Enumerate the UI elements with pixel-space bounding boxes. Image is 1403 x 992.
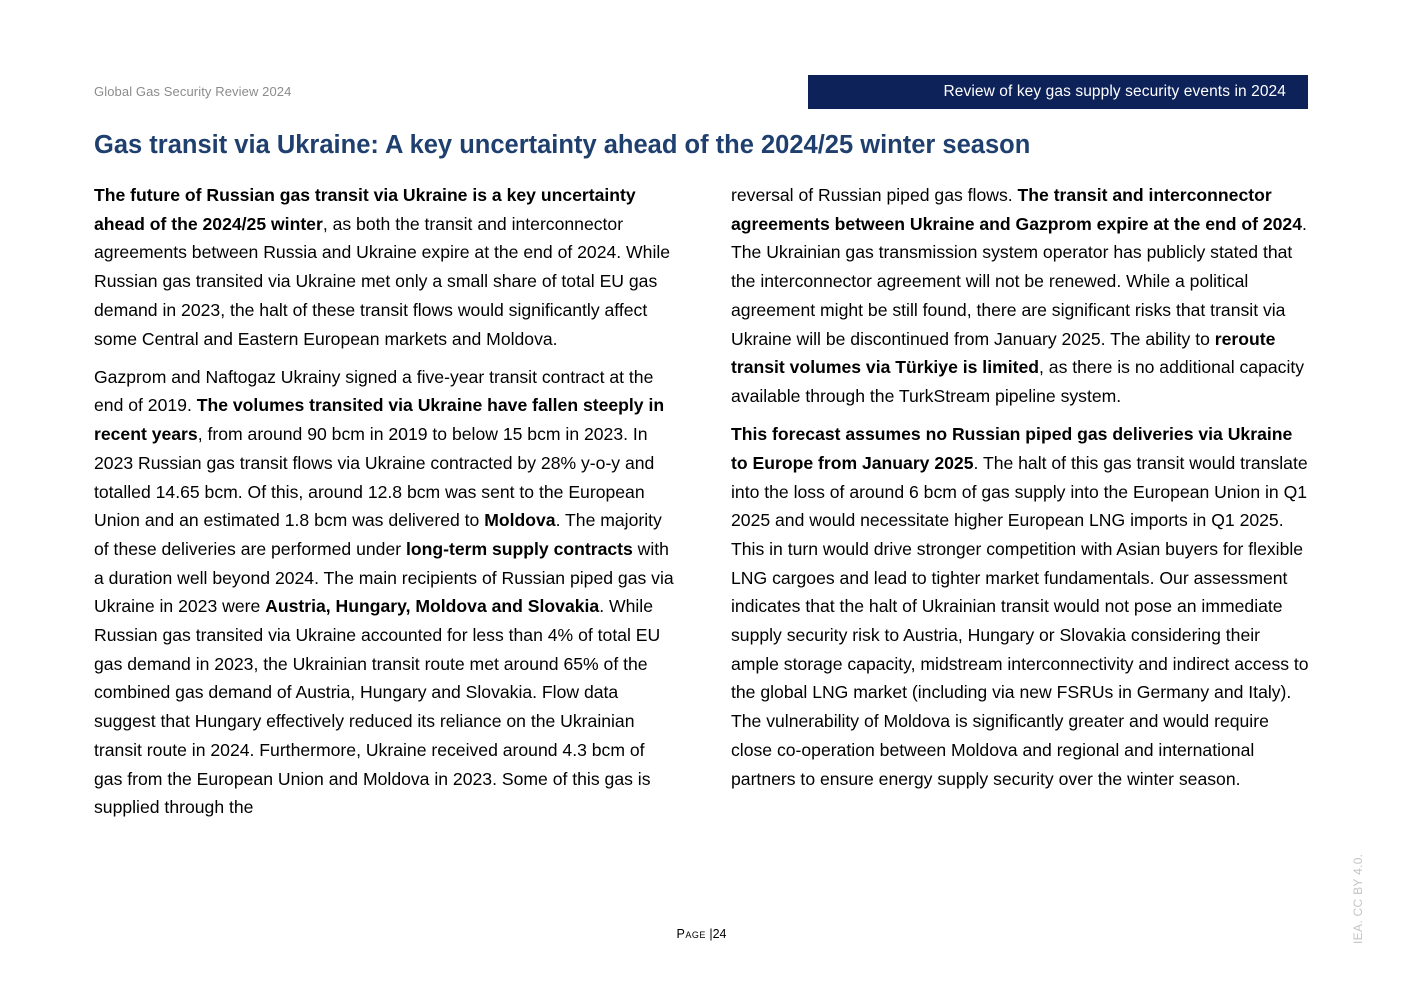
page-separator: | <box>709 927 713 941</box>
emphasis: This forecast assumes no Russian piped gas deliveries via Ukraine to Europe from January 2025 <box>731 424 1293 473</box>
running-header-publication: Global Gas Security Review 2024 <box>94 84 292 99</box>
body-text: reversal of Russian piped gas flows. <box>731 185 1018 205</box>
right-column <box>731 181 1311 803</box>
paragraph-1 <box>94 181 677 353</box>
body-text: , as both the transit and interconnector agreements between Russia and Ukraine expire at the end of 2024. While Russian gas transited via Ukraine met only a small share of total EU gas demand in 2023, the halt of these transit flows would significantly affect some Central and Eastern European markets and Moldova. <box>94 213 671 349</box>
emphasis: reroute transit volumes via Türkiye is limited <box>731 328 1276 378</box>
page-number: 24 <box>712 927 727 941</box>
body-text: , from around 90 bcm in 2019 to below 15 bcm in 2023. In 2023 Russian gas transit flows via Ukraine contracted by 28% y-o-y and totalled 14.65 bcm. Of this, around 12.8 bcm was sent to the European Union and an estimated 1.8 bcm was delivered to <box>94 424 655 531</box>
paragraph-2 <box>94 363 677 822</box>
page-footer <box>0 927 1403 941</box>
body-text: . While Russian gas transited via Ukraine accounted for less than 4% of total EU gas demand in 2023, the Ukrainian transit route met around 65% of the combined gas demand of Austria, Hungary and Slovakia. Flow data suggest that Hungary effectively reduced its reliance on the Ukrainian transit route in 2024. Furthermore, Ukraine received around 4.3 bcm of gas from the European Union and Moldova in 2023. Some of this gas is supplied through the <box>94 596 661 818</box>
left-column <box>94 181 677 831</box>
page-title: Gas transit via Ukraine: A key uncertainty ahead of the 2024/25 winter season <box>94 131 1031 159</box>
license-notice: IEA. CC BY 4.0. <box>1351 853 1365 944</box>
emphasis: Moldova <box>484 510 556 531</box>
emphasis: The transit and interconnector agreements between Ukraine and Gazprom expire at the end of 2024 <box>731 185 1303 234</box>
body-text: . The halt of this gas transit would translate into the loss of around 6 bcm of gas supply into the European Union in Q1 2025 and would necessitate higher European LNG imports in Q1 2025. This in turn would drive stronger competition with Asian buyers for flexible LNG cargoes and lead to tighter market fundamentals. Our assessment indicates that the halt of Ukrainian transit would not pose an immediate supply security risk to Austria, Hungary or Slovakia considering their ample storage capacity, midstream interconnectivity and indirect access to the global LNG market (including via new FSRUs in Germany and Italy). The vulnerability of Moldova is significantly greater and would require close co-operation between Moldova and regional and international partners to ensure energy supply security over the winter season. <box>731 452 1309 789</box>
body-text: , as there is no additional capacity available through the TurkStream pipeline system. <box>731 357 1305 406</box>
emphasis: The future of Russian gas transit via Ukraine is a key uncertainty ahead of the 2024/25 winter <box>94 185 636 234</box>
paragraph-3 <box>731 181 1311 411</box>
page-label: Page <box>676 927 706 941</box>
body-text: Gazprom and Naftogaz Ukrainy signed a five-year transit contract at the end of 2019. <box>94 366 654 416</box>
running-header-section: Review of key gas supply security events in 2024 <box>808 75 1308 109</box>
emphasis: Austria, Hungary, Moldova and Slovakia <box>265 596 600 617</box>
body-text: . The majority of these deliveries are performed under <box>94 510 662 559</box>
emphasis: long-term supply contracts <box>405 538 633 559</box>
emphasis: The volumes transited via Ukraine have fallen steeply in recent years <box>94 395 665 445</box>
paragraph-4 <box>731 420 1311 793</box>
body-text: with a duration well beyond 2024. The main recipients of Russian piped gas via Ukraine in 2023 were <box>94 538 674 617</box>
body-text: . The Ukrainian gas transmission system operator has publicly stated that the interconnector agreement will not be renewed. While a political agreement might be still found, there are significant risks that transit via Ukraine will be discontinued from January 2025. The ability to <box>731 213 1307 349</box>
